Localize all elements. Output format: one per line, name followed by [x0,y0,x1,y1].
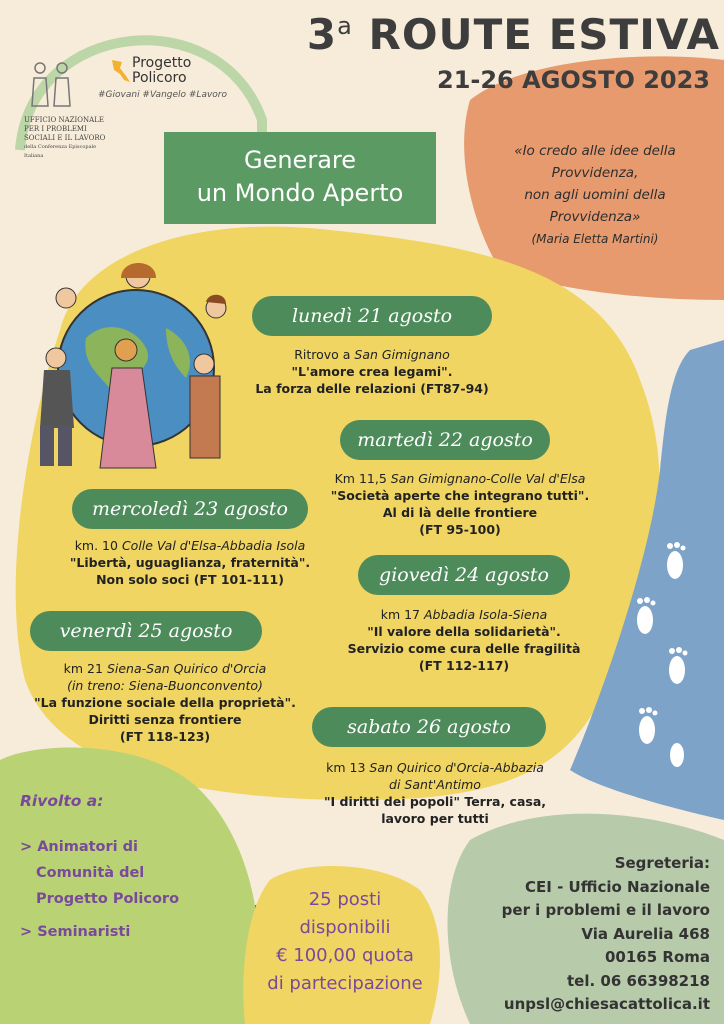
day-pill-thursday: giovedì 24 agosto [358,555,570,595]
day-details-saturday: km 13 San Quirico d'Orcia-Abbazia di Sant'Antimo "I diritti dei popoli" Terra, casa, lavoro per tutti [323,760,547,826]
office-logo: UFFICIO NAZIONALE PER I PROBLEMI SOCIALI E IL LAVORO della Conferenza Episcopale Italiana [24,58,114,161]
day-details-monday: Ritrovo a San Gimignano "L'amore crea legami". La forza delle relazioni (FT87-94) [255,347,489,396]
day-details-thursday: km 17 Abbadia Isola-Siena "Il valore della solidarietà". Servizio come cura delle fragilità (FT 112-117) [347,607,581,673]
day-pill-saturday: sabato 26 agosto [312,707,546,747]
globe-people-illustration [26,258,236,478]
page-title: 3$^a$ ROUTE ESTIVA [306,10,720,59]
event-dates: 21-26 AGOSTO 2023 [437,66,710,94]
day-details-tuesday: Km 11,5 San Gimignano-Colle Val d'Elsa "Società aperte che integrano tutti". Al di là delle frontiere (FT 95-100) [330,471,590,537]
theme-box: Generare un Mondo Aperto [164,132,436,224]
audience-heading: Rivolto a: [20,792,104,810]
quote: «Io credo alle idee della Provvidenza, non agli uomini della Provvidenza» (Maria Eletta Martini) [514,143,676,246]
secretariat-info: Segreteria: CEI - Ufficio Nazionale per i problemi e il lavoro Via Aurelia 468 00165 Roma tel. 06 66398218 unpsl@chiesacattolica.it [470,852,710,1017]
day-pill-wednesday: mercoledì 23 agosto [72,489,308,529]
day-pill-friday: venerdì 25 agosto [30,611,262,651]
italy-map-icon [106,58,132,88]
footprints-icon [615,540,705,780]
audience-section: Rivolto a: > Animatori di Comunità del Progetto Policoro > Seminaristi [20,792,220,940]
day-pill-monday: lunedì 21 agosto [252,296,492,336]
places-info: 25 posti disponibili € 100,00 quota di partecipazione [267,889,423,994]
email-link[interactable]: unpsl@chiesacattolica.it [503,995,710,1013]
day-pill-tuesday: martedì 22 agosto [340,420,550,460]
day-details-friday: km 21 Siena-San Quirico d'Orcia (in treno: Siena-Buonconvento) "La funzione sociale della proprietà". Diritti senza frontiere (FT 118-123) [34,661,296,744]
saints-logo-icon [24,58,78,108]
day-details-wednesday: km. 10 Colle Val d'Elsa-Abbadia Isola "Libertà, uguaglianza, fraternità". Non solo soci (FT 101-111) [69,538,311,587]
